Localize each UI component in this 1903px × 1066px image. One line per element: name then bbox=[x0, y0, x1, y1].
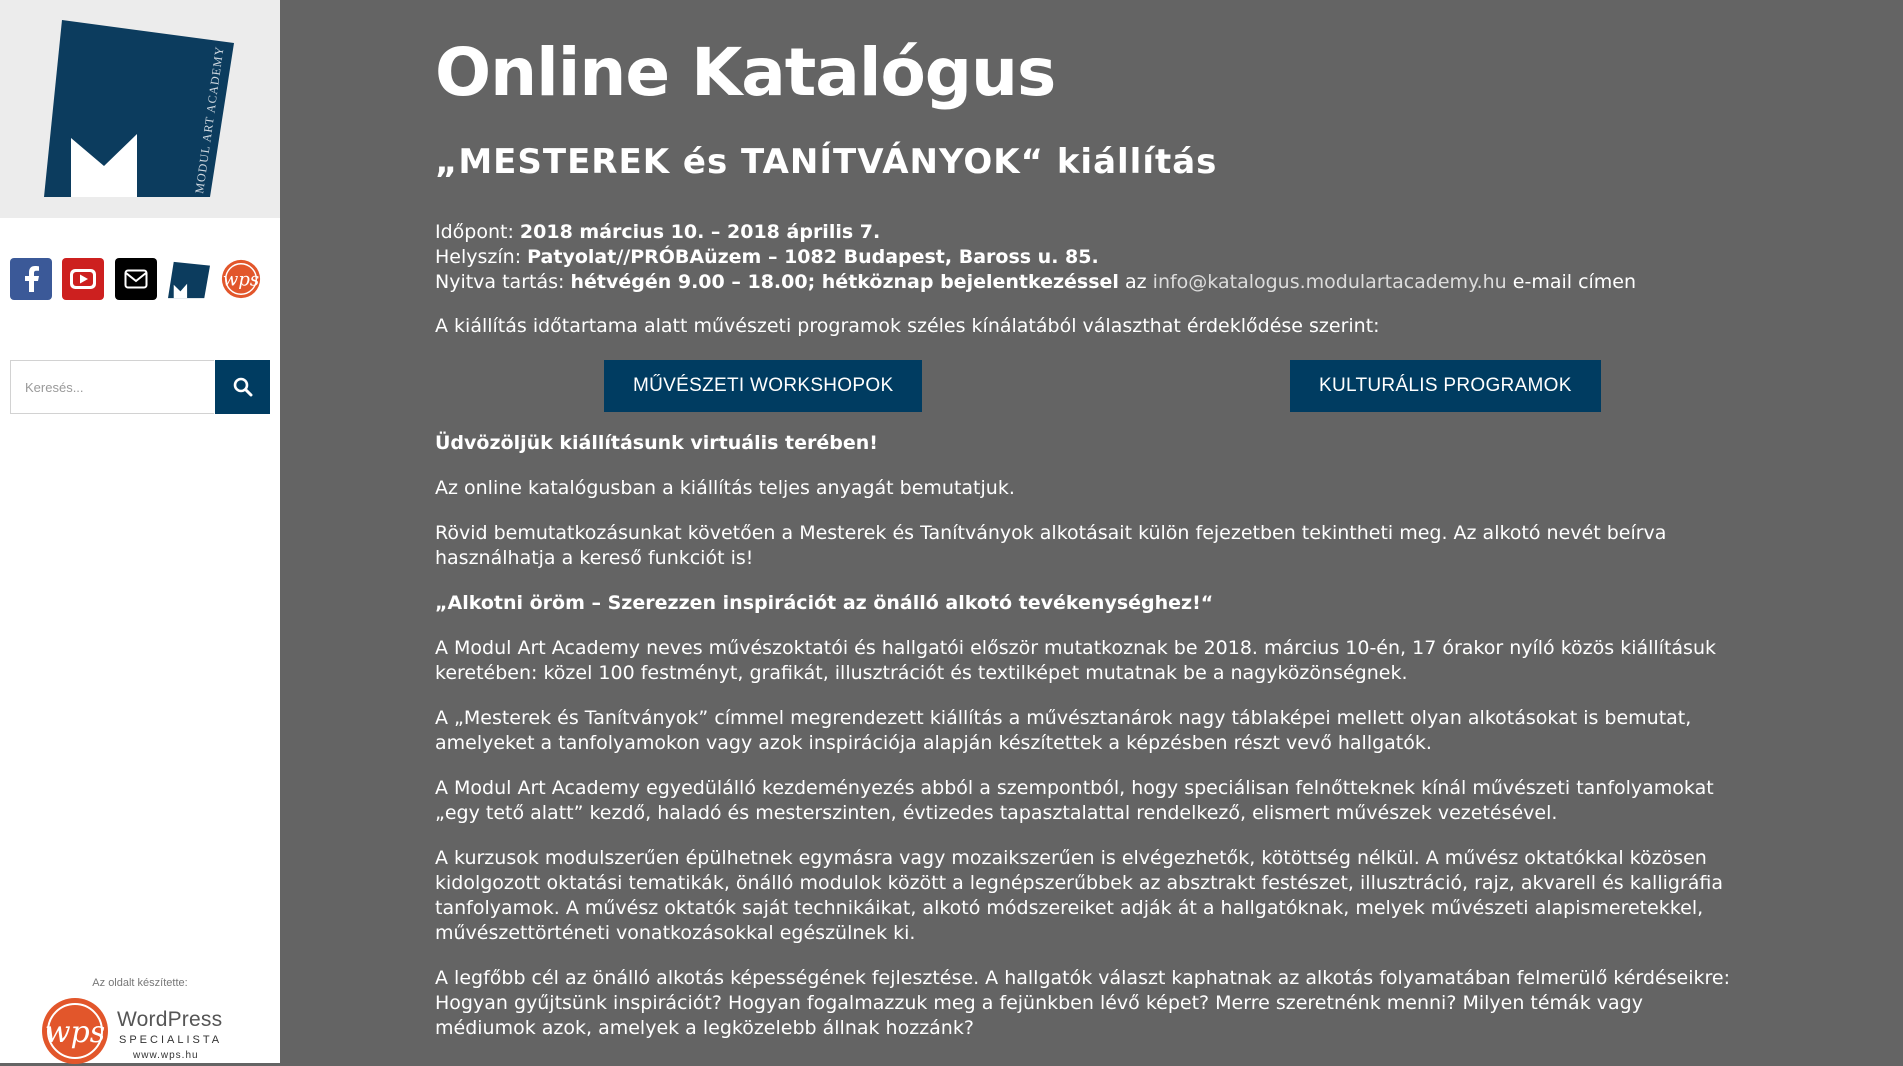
wps-icon bbox=[220, 257, 262, 301]
wps-wordmark: WordPress bbox=[117, 1008, 223, 1031]
page-title: Online Katalógus bbox=[435, 34, 1056, 111]
paragraph-goal: A legfőbb cél az önálló alkotás képességének fejlesztése. A hallgatók választ kaphatnak az alkotás folyamatában felmerülő kérdéseikre: Hogyan gyűjtsünk inspirációt? Hogyan fogalmazzuk meg a fejünkben lévő képet? Merre szeretnénk menni? Milyen témák vagy médiumok azok, amelyek a legközelebb állnak hozzánk? bbox=[435, 967, 1730, 1039]
date-value: 2018 március 10. – 2018 április 7. bbox=[519, 221, 881, 243]
hours-mid: az bbox=[1125, 271, 1147, 293]
place-value: Patyolat//PRÓBAüzem – 1082 Budapest, Baross u. 85. bbox=[527, 246, 1099, 268]
sidebar bbox=[0, 0, 280, 1063]
modul-art-icon bbox=[168, 259, 210, 299]
workshops-button[interactable]: MŰVÉSZETI WORKSHOPOK bbox=[604, 360, 922, 412]
date-label: Időpont: bbox=[435, 221, 514, 243]
cultural-programs-button[interactable]: KULTURÁLIS PROGRAMOK bbox=[1290, 360, 1601, 412]
logo-lettering: MODUL ART ACADEMY bbox=[192, 44, 227, 195]
page-subtitle: „MESTEREK és TANÍTVÁNYOK“ kiállítás bbox=[435, 142, 1218, 182]
modul-art-link[interactable] bbox=[168, 258, 210, 300]
facebook-icon bbox=[21, 266, 41, 292]
place-label: Helyszín: bbox=[435, 246, 522, 268]
quote-heading: „Alkotni öröm – Szerezzen inspirációt az önálló alkotó tevékenységhez!“ bbox=[435, 592, 1214, 614]
wps-specialista: SPECIALISTA bbox=[119, 1034, 223, 1046]
search-icon bbox=[233, 377, 253, 397]
wps-url: www.wps.hu bbox=[133, 1050, 199, 1061]
search-form bbox=[10, 360, 269, 414]
paragraph-exhibition: A Modul Art Academy neves művészoktatói és hallgatói először mutatkoznak be 2018. március 10-én, 17 órakor nyíló közös kiállításuk keretében: közel 100 festményt, grafikát, illusztrációt és textilképet mutatnak be a nagyközönségnek. bbox=[435, 637, 1716, 684]
programs-intro: A kiállítás időtartama alatt művészeti programok széles kínálatából választhat érdeklődése szerint: bbox=[435, 315, 1380, 337]
youtube-link[interactable] bbox=[62, 258, 104, 300]
info-hours bbox=[435, 270, 1636, 295]
social-links bbox=[10, 258, 270, 302]
contact-email-link[interactable]: info@katalogus.modulartacademy.hu bbox=[1152, 271, 1507, 293]
logo-area[interactable] bbox=[0, 0, 280, 218]
modul-art-academy-logo bbox=[40, 16, 240, 201]
hours-value: hétvégén 9.00 – 18.00; hétköznap bejelentkezéssel bbox=[570, 271, 1119, 293]
search-input[interactable] bbox=[10, 360, 214, 414]
facebook-link[interactable] bbox=[10, 258, 52, 300]
search-button[interactable] bbox=[215, 360, 270, 414]
youtube-icon bbox=[69, 268, 97, 290]
paragraph-academy: A Modul Art Academy egyedülálló kezdeményezés abból a szempontból, hogy speciálisan felnőtteknek kínál művészeti tanfolyamokat „egy tető alatt” kezdő, haladó és mesterszinten, évtizedes tapasztalattal rendelkező, elismert művészek vezetésével. bbox=[435, 777, 1714, 824]
svg-text:wps: wps bbox=[222, 269, 260, 291]
paragraph-masters: A „Mesterek és Tanítványok” címmel megrendezett kiállítás a művésztanárok nagy táblaképei mellett olyan alkotásokat is bemutat, amelyeket a tanfolyamokon vagy azok inspirációja alapján készítettek a képzésben részt vevő hallgatók. bbox=[435, 707, 1692, 754]
hours-label: Nyitva tartás: bbox=[435, 271, 565, 293]
hours-suffix: e-mail címen bbox=[1512, 271, 1637, 293]
email-link[interactable] bbox=[115, 258, 157, 300]
wps-link[interactable] bbox=[220, 258, 262, 300]
wps-badge-icon bbox=[40, 996, 110, 1066]
email-icon bbox=[124, 269, 148, 289]
welcome-heading: Üdvözöljük kiállításunk virtuális terében! bbox=[435, 432, 878, 454]
info-date bbox=[435, 220, 880, 245]
credit-label: Az oldalt készítette: bbox=[92, 977, 188, 989]
svg-text:wps: wps bbox=[44, 1015, 106, 1050]
wps-credit-logo[interactable] bbox=[40, 996, 240, 1063]
paragraph-courses: A kurzusok modulszerűen épülhetnek egymásra vagy mozaikszerűen is elvégezhetők, kötöttség nélkül. A művész oktatókkal közösen kidolgozott oktatási tematikák, önálló modulok között a legnépszerűbbek az absztrakt festészet, illusztráció, rajz, akvarell és kalligráfia tanfolyamok. A művész oktatók saját technikáikat, alkotó módszereiket adják át a hallgatóknak, melyek művészeti alapismeretekkel, művészettörténeti vonatkozásokkal egészülnek ki. bbox=[435, 847, 1724, 944]
paragraph-intro: Az online katalógusban a kiállítás teljes anyagát bemutatjuk. bbox=[435, 477, 1015, 499]
paragraph-search-hint: Rövid bemutatkozásunkat követően a Mesterek és Tanítványok alkotásait külön fejezetben tekintheti meg. Az alkotó nevét beírva használhatja a kereső funkciót is! bbox=[435, 522, 1667, 569]
info-place bbox=[435, 245, 1099, 270]
